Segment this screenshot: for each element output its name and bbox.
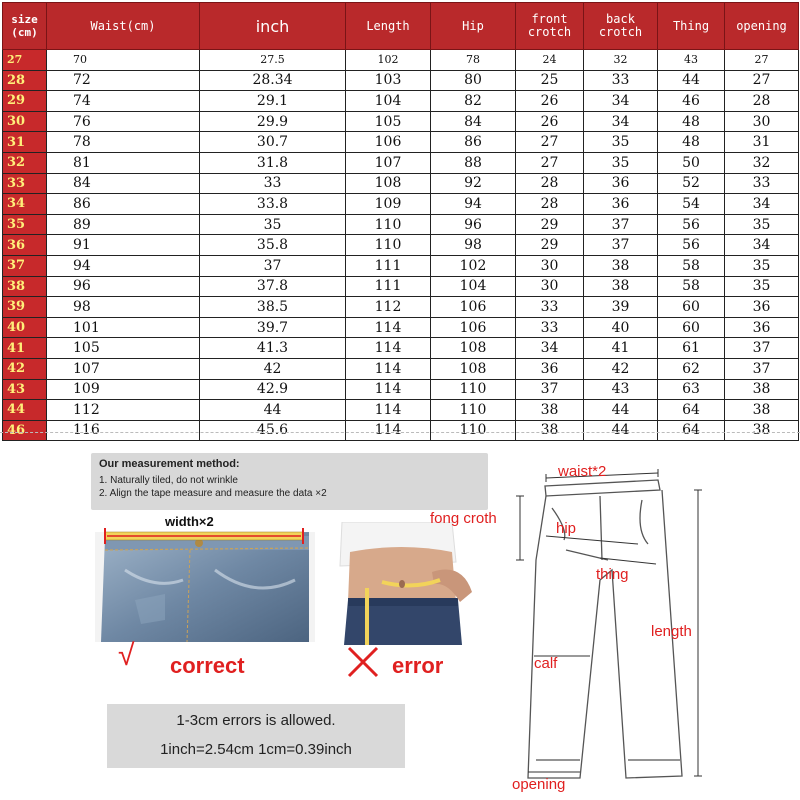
value-cell: 44 <box>584 400 658 421</box>
person-measuring-photo <box>322 522 484 645</box>
value-cell: 110 <box>346 235 431 256</box>
value-cell: 111 <box>346 276 431 297</box>
value-cell: 108 <box>346 173 431 194</box>
table-header-row <box>3 3 799 50</box>
size-cell: 38 <box>3 276 47 297</box>
header-front-crotch: front crotch <box>516 3 584 50</box>
value-cell: 101 <box>47 317 200 338</box>
value-cell: 38 <box>584 255 658 276</box>
value-cell: 40 <box>584 317 658 338</box>
opening-label: opening <box>512 776 566 793</box>
value-cell: 37 <box>584 214 658 235</box>
value-cell: 110 <box>431 379 516 400</box>
size-cell: 44 <box>3 400 47 421</box>
value-cell: 39 <box>584 297 658 318</box>
value-cell: 41.3 <box>200 338 346 359</box>
table-body <box>3 50 799 441</box>
check-icon: √ <box>118 639 135 672</box>
value-cell: 42.9 <box>200 379 346 400</box>
value-cell: 28.34 <box>200 70 346 91</box>
cross-icon <box>346 645 380 679</box>
table-row <box>3 70 799 91</box>
value-cell: 43 <box>584 379 658 400</box>
size-cell: 32 <box>3 152 47 173</box>
table-row <box>3 379 799 400</box>
size-cell: 27 <box>3 50 47 71</box>
table-row <box>3 358 799 379</box>
value-cell: 34 <box>516 338 584 359</box>
hip-label: hip <box>556 520 577 537</box>
value-cell: 34 <box>584 91 658 112</box>
value-cell: 27 <box>725 50 799 71</box>
table-row <box>3 194 799 215</box>
value-cell: 28 <box>725 91 799 112</box>
value-cell: 48 <box>658 132 725 153</box>
table-row <box>3 255 799 276</box>
size-cell: 31 <box>3 132 47 153</box>
value-cell: 37 <box>584 235 658 256</box>
header-waist: Waist(cm) <box>47 3 200 50</box>
size-cell: 34 <box>3 194 47 215</box>
value-cell: 29.9 <box>200 111 346 132</box>
unit-conversion-text: 1inch=2.54cm 1cm=0.39inch <box>160 741 352 758</box>
tolerance-text: 1-3cm errors is allowed. <box>176 712 336 729</box>
value-cell: 72 <box>47 70 200 91</box>
value-cell: 37 <box>516 379 584 400</box>
value-cell: 44 <box>658 70 725 91</box>
table-row <box>3 91 799 112</box>
correct-label: correct <box>170 653 245 678</box>
size-cell: 42 <box>3 358 47 379</box>
value-cell: 35.8 <box>200 235 346 256</box>
value-cell: 98 <box>431 235 516 256</box>
value-cell: 33 <box>725 173 799 194</box>
width-label: width×2 <box>165 514 214 529</box>
table-row <box>3 297 799 318</box>
value-cell: 34 <box>584 111 658 132</box>
value-cell: 60 <box>658 317 725 338</box>
size-chart-table <box>2 2 799 441</box>
value-cell: 63 <box>658 379 725 400</box>
value-cell: 105 <box>346 111 431 132</box>
value-cell: 27 <box>725 70 799 91</box>
value-cell: 33 <box>584 70 658 91</box>
value-cell: 94 <box>47 255 200 276</box>
value-cell: 26 <box>516 111 584 132</box>
table-row <box>3 317 799 338</box>
value-cell: 44 <box>200 400 346 421</box>
value-cell: 102 <box>346 50 431 71</box>
size-cell: 33 <box>3 173 47 194</box>
value-cell: 56 <box>658 214 725 235</box>
table-row <box>3 420 799 441</box>
value-cell: 84 <box>431 111 516 132</box>
thing-label: thing <box>596 566 629 583</box>
value-cell: 54 <box>658 194 725 215</box>
value-cell: 112 <box>346 297 431 318</box>
value-cell: 32 <box>725 152 799 173</box>
value-cell: 29 <box>516 235 584 256</box>
value-cell: 102 <box>431 255 516 276</box>
value-cell: 111 <box>346 255 431 276</box>
value-cell: 74 <box>47 91 200 112</box>
table-row <box>3 400 799 421</box>
waist-label: waist*2 <box>558 463 607 480</box>
value-cell: 36 <box>725 317 799 338</box>
value-cell: 38.5 <box>200 297 346 318</box>
value-cell: 34 <box>725 194 799 215</box>
size-cell: 39 <box>3 297 47 318</box>
value-cell: 43 <box>658 50 725 71</box>
value-cell: 34 <box>725 235 799 256</box>
value-cell: 31 <box>725 132 799 153</box>
value-cell: 38 <box>516 420 584 441</box>
value-cell: 35 <box>725 214 799 235</box>
header-back-crotch: back crotch <box>584 3 658 50</box>
calf-label: calf <box>534 655 558 672</box>
value-cell: 45.6 <box>200 420 346 441</box>
value-cell: 92 <box>431 173 516 194</box>
table-row <box>3 152 799 173</box>
value-cell: 108 <box>431 358 516 379</box>
value-cell: 35 <box>725 276 799 297</box>
size-cell: 36 <box>3 235 47 256</box>
value-cell: 104 <box>431 276 516 297</box>
value-cell: 98 <box>47 297 200 318</box>
jeans-photo <box>95 510 315 642</box>
measurement-method-box <box>91 453 488 510</box>
value-cell: 37.8 <box>200 276 346 297</box>
value-cell: 27 <box>516 152 584 173</box>
value-cell: 70 <box>47 50 200 71</box>
value-cell: 38 <box>516 400 584 421</box>
header-inch: inch <box>200 3 346 50</box>
size-cell: 37 <box>3 255 47 276</box>
value-cell: 42 <box>200 358 346 379</box>
value-cell: 89 <box>47 214 200 235</box>
value-cell: 108 <box>431 338 516 359</box>
method-step-2: 2. Align the tape measure and measure the data ×2 <box>99 488 327 499</box>
value-cell: 60 <box>658 297 725 318</box>
value-cell: 110 <box>431 400 516 421</box>
method-step-1: 1. Naturally tiled, do not wrinkle <box>99 475 238 486</box>
size-cell: 40 <box>3 317 47 338</box>
value-cell: 31.8 <box>200 152 346 173</box>
table-row <box>3 276 799 297</box>
header-thing: Thing <box>658 3 725 50</box>
value-cell: 107 <box>47 358 200 379</box>
value-cell: 41 <box>584 338 658 359</box>
value-cell: 86 <box>431 132 516 153</box>
value-cell: 37 <box>725 338 799 359</box>
section-divider <box>0 432 800 433</box>
value-cell: 56 <box>658 235 725 256</box>
value-cell: 33 <box>200 173 346 194</box>
value-cell: 26 <box>516 91 584 112</box>
value-cell: 103 <box>346 70 431 91</box>
value-cell: 38 <box>584 276 658 297</box>
length-label: length <box>651 623 692 640</box>
size-cell: 46 <box>3 420 47 441</box>
table-row <box>3 235 799 256</box>
value-cell: 39.7 <box>200 317 346 338</box>
value-cell: 80 <box>431 70 516 91</box>
value-cell: 37 <box>725 358 799 379</box>
value-cell: 25 <box>516 70 584 91</box>
size-cell: 30 <box>3 111 47 132</box>
value-cell: 37 <box>200 255 346 276</box>
table-row <box>3 214 799 235</box>
table-row <box>3 132 799 153</box>
value-cell: 33.8 <box>200 194 346 215</box>
value-cell: 28 <box>516 194 584 215</box>
value-cell: 86 <box>47 194 200 215</box>
value-cell: 91 <box>47 235 200 256</box>
value-cell: 35 <box>584 152 658 173</box>
value-cell: 36 <box>584 194 658 215</box>
value-cell: 105 <box>47 338 200 359</box>
value-cell: 82 <box>431 91 516 112</box>
value-cell: 109 <box>346 194 431 215</box>
value-cell: 33 <box>516 317 584 338</box>
value-cell: 96 <box>47 276 200 297</box>
value-cell: 28 <box>516 173 584 194</box>
value-cell: 58 <box>658 276 725 297</box>
value-cell: 110 <box>346 214 431 235</box>
value-cell: 106 <box>431 317 516 338</box>
value-cell: 35 <box>200 214 346 235</box>
value-cell: 62 <box>658 358 725 379</box>
value-cell: 96 <box>431 214 516 235</box>
value-cell: 35 <box>584 132 658 153</box>
table-row <box>3 111 799 132</box>
size-cell: 41 <box>3 338 47 359</box>
value-cell: 30 <box>516 276 584 297</box>
value-cell: 50 <box>658 152 725 173</box>
value-cell: 24 <box>516 50 584 71</box>
value-cell: 76 <box>47 111 200 132</box>
value-cell: 114 <box>346 379 431 400</box>
value-cell: 38 <box>725 420 799 441</box>
value-cell: 48 <box>658 111 725 132</box>
value-cell: 81 <box>47 152 200 173</box>
value-cell: 29 <box>516 214 584 235</box>
value-cell: 29.1 <box>200 91 346 112</box>
value-cell: 107 <box>346 152 431 173</box>
header-hip: Hip <box>431 3 516 50</box>
value-cell: 32 <box>584 50 658 71</box>
table-row <box>3 338 799 359</box>
method-title: Our measurement method: <box>99 458 240 470</box>
value-cell: 36 <box>516 358 584 379</box>
size-cell: 35 <box>3 214 47 235</box>
value-cell: 88 <box>431 152 516 173</box>
value-cell: 114 <box>346 400 431 421</box>
value-cell: 104 <box>346 91 431 112</box>
value-cell: 27 <box>516 132 584 153</box>
value-cell: 114 <box>346 338 431 359</box>
value-cell: 58 <box>658 255 725 276</box>
value-cell: 78 <box>431 50 516 71</box>
value-cell: 84 <box>47 173 200 194</box>
value-cell: 106 <box>431 297 516 318</box>
header-size: size (cm) <box>3 3 47 50</box>
table-row <box>3 50 799 71</box>
error-label: error <box>392 653 444 678</box>
value-cell: 78 <box>47 132 200 153</box>
value-cell: 35 <box>725 255 799 276</box>
value-cell: 42 <box>584 358 658 379</box>
header-length: Length <box>346 3 431 50</box>
value-cell: 52 <box>658 173 725 194</box>
value-cell: 61 <box>658 338 725 359</box>
value-cell: 114 <box>346 420 431 441</box>
size-cell: 29 <box>3 91 47 112</box>
value-cell: 36 <box>725 297 799 318</box>
value-cell: 27.5 <box>200 50 346 71</box>
value-cell: 94 <box>431 194 516 215</box>
value-cell: 33 <box>516 297 584 318</box>
value-cell: 44 <box>584 420 658 441</box>
fong-croth-label: fong croth <box>430 510 497 527</box>
value-cell: 116 <box>47 420 200 441</box>
value-cell: 30.7 <box>200 132 346 153</box>
value-cell: 64 <box>658 420 725 441</box>
value-cell: 114 <box>346 317 431 338</box>
value-cell: 46 <box>658 91 725 112</box>
value-cell: 30 <box>516 255 584 276</box>
value-cell: 30 <box>725 111 799 132</box>
table-row <box>3 173 799 194</box>
value-cell: 112 <box>47 400 200 421</box>
value-cell: 110 <box>431 420 516 441</box>
size-cell: 28 <box>3 70 47 91</box>
value-cell: 64 <box>658 400 725 421</box>
size-cell: 43 <box>3 379 47 400</box>
tolerance-note-box <box>107 704 405 768</box>
value-cell: 109 <box>47 379 200 400</box>
header-opening: opening <box>725 3 799 50</box>
value-cell: 38 <box>725 400 799 421</box>
value-cell: 106 <box>346 132 431 153</box>
value-cell: 114 <box>346 358 431 379</box>
value-cell: 38 <box>725 379 799 400</box>
value-cell: 36 <box>584 173 658 194</box>
